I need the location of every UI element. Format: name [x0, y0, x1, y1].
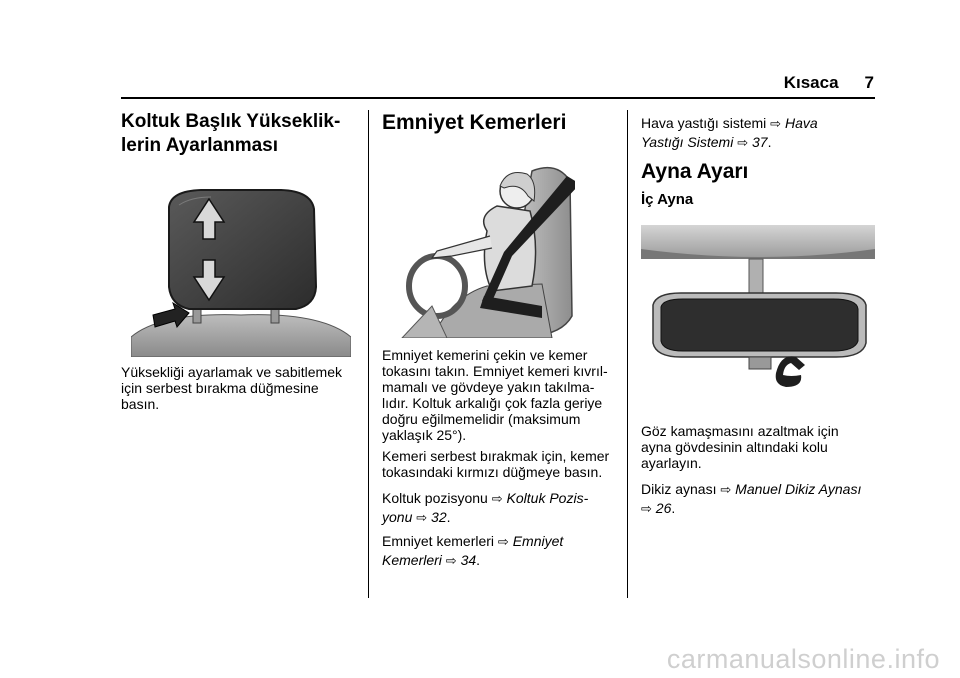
headrest-illustration [131, 187, 351, 357]
ref-arrow-icon: ⇨ [497, 534, 509, 549]
ref-link-manual-mirror[interactable]: Manuel Dikiz Aynası [735, 481, 862, 497]
ref-page-26[interactable]: 26 [655, 500, 672, 516]
section-heading-headrest: Koltuk Başlık Yükseklik- lerin Ayarlanması [121, 111, 341, 156]
ref-arrow-icon: ⇨ [770, 116, 782, 131]
page-number: 7 [864, 73, 874, 92]
section-heading-mirror: Ayna Ayarı [641, 160, 749, 183]
ref-arrow-icon: ⇨ [491, 491, 503, 506]
rearview-mirror-illustration [641, 225, 875, 400]
ref-page-32[interactable]: 32 [431, 509, 447, 525]
seatbelts-reference: Emniyet kemerleri ⇨ Emniyet Kemerleri ⇨ 34. [382, 533, 564, 568]
ref-page-37[interactable]: 37 [752, 134, 768, 150]
subheading-inside-mirror: İç Ayna [641, 191, 694, 208]
column-headrest [121, 110, 356, 158]
seatbelt-release-text: Kemeri serbest bırakmak için, kemer tokasındaki kırmızı düğmeye basın. [382, 448, 610, 480]
ref-arrow-icon: ⇨ [720, 482, 732, 497]
section-title: Kısaca [783, 73, 839, 92]
running-header [784, 73, 874, 93]
ref-arrow-icon: ⇨ [445, 553, 457, 568]
ref-link-seatbelts[interactable]: Emniyet [512, 533, 564, 549]
ref-arrow-icon: ⇨ [641, 501, 652, 516]
manual-mirror-reference: Dikiz aynası ⇨ Manuel Dikiz Aynası ⇨ 26. [641, 481, 862, 516]
airbag-reference: Hava yastığı sistemi ⇨ Hava Yastığı Sistemi ⇨ 37. [641, 115, 818, 150]
ref-arrow-icon: ⇨ [416, 510, 428, 525]
header-rule [121, 97, 875, 99]
seatbelt-illustration [392, 156, 575, 338]
column-divider-2 [627, 110, 628, 598]
headrest-instructions: Yüksekliği ayarlamak ve sabitlemek için serbest bırakma düğmesine basın. [121, 364, 342, 412]
ref-page-34[interactable]: 34 [460, 552, 477, 568]
column-divider-1 [368, 110, 369, 598]
column-seatbelts [382, 110, 622, 136]
watermark: carmanualsonline.info [666, 644, 940, 674]
section-heading-seatbelts: Emniyet Kemerleri [382, 111, 567, 134]
ref-arrow-icon: ⇨ [737, 135, 749, 150]
seat-position-reference: Koltuk pozisyonu ⇨ Koltuk Pozis- yonu ⇨ 32. [382, 490, 589, 525]
ref-link-seat-position[interactable]: Koltuk Pozis- [506, 490, 589, 506]
mirror-instructions: Göz kamaşmasını azaltmak için ayna gövdesinin altındaki kolu ayarlayın. [641, 423, 839, 471]
ref-link-airbag[interactable]: Hava [784, 115, 818, 131]
seatbelt-instructions: Emniyet kemerini çekin ve kemer tokasını takın. Emniyet kemeri kıvrıl- mamalı ve gövdeye yakın takılma- lıdır. Koltuk arkalığı çok fazla geriye doğru eğilmemelidir (maksimum yaklaşık 25°). [382, 347, 608, 443]
